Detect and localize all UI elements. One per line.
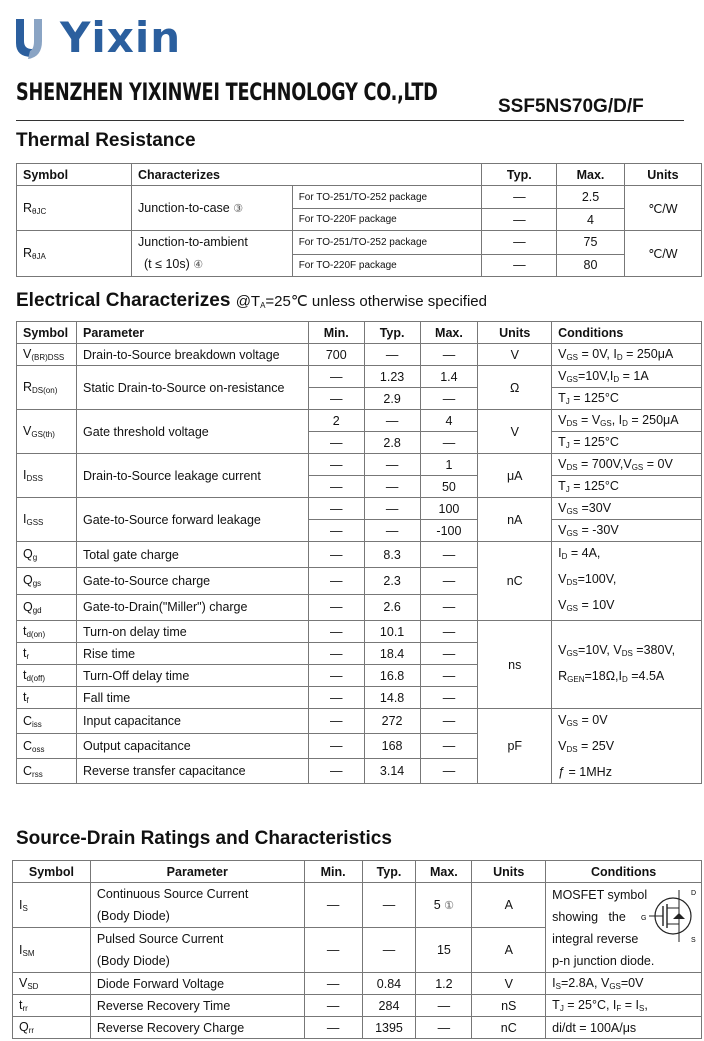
typ-cell: 0.84: [362, 973, 416, 995]
max-cell: —: [420, 594, 478, 620]
symbol-cell: $Q_{gd}$: [17, 594, 77, 620]
typ-cell: 3.14: [364, 759, 420, 784]
typ-cell: 272: [364, 709, 420, 734]
max-cell: —: [420, 759, 478, 784]
parameter-cell: Turn-Off delay time: [76, 665, 308, 687]
parameter-cell: Rise time: [76, 643, 308, 665]
conditions-cell: $V_{GS} = 0V$, $I_D = 250\mu A$: [552, 344, 702, 366]
col-parameter: Parameter: [90, 861, 304, 883]
table-row: [17, 498, 702, 520]
company-logo: [12, 14, 181, 62]
max-cell: 5 ①: [416, 883, 472, 928]
min-cell: —: [308, 366, 364, 388]
col-parameter: Parameter: [76, 322, 308, 344]
symbol-cell: $C_{iss}$: [17, 709, 77, 734]
min-cell: —: [304, 995, 362, 1017]
units-cell: ℃/W: [624, 186, 701, 231]
parameter-cell: Output capacitance: [76, 734, 308, 759]
svg-text:S: S: [691, 936, 696, 944]
units-cell: μA: [478, 454, 552, 498]
min-cell: —: [308, 432, 364, 454]
symbol-cell: $I_S$: [13, 883, 91, 928]
max-cell: —: [420, 734, 478, 759]
max-cell: —: [420, 709, 478, 734]
company-name: SHENZHEN YIXINWEI TECHNOLOGY CO.,LTD: [16, 78, 438, 106]
symbol-cell: $t_f$: [17, 687, 77, 709]
table-row: [17, 410, 702, 432]
symbol-cell: $I_{SM}$: [13, 928, 91, 973]
typ-cell: 16.8: [364, 665, 420, 687]
parameter-cell: Reverse Recovery Time: [90, 995, 304, 1017]
table-row: [17, 186, 702, 209]
typ-cell: —: [482, 209, 557, 231]
max-cell: —: [416, 1017, 472, 1039]
units-cell: V: [472, 973, 546, 995]
col-min: Min.: [304, 861, 362, 883]
symbol-cell: $t_r$: [17, 643, 77, 665]
max-cell: 50: [420, 476, 478, 498]
conditions-cell: $V_{GS} = 0V$ $V_{DS} = 25V$ ƒ = 1MHz: [552, 709, 702, 784]
svg-text:G: G: [641, 914, 647, 922]
max-cell: 1: [420, 454, 478, 476]
symbol-cell: $V_{(BR)DSS}$: [17, 344, 77, 366]
table-header-row: [13, 861, 702, 883]
units-cell: nA: [478, 498, 552, 542]
parameter-cell: Drain-to-Source breakdown voltage: [76, 344, 308, 366]
col-conditions: Conditions: [546, 861, 702, 883]
symbol-cell: $R_{DS(on)}$: [17, 366, 77, 410]
col-min: Min.: [308, 322, 364, 344]
parameter-cell: Diode Forward Voltage: [90, 973, 304, 995]
package-cell: For TO-251/TO-252 package: [292, 186, 482, 209]
units-cell: nS: [472, 995, 546, 1017]
symbol-cell: $R_{\theta JC}$: [17, 186, 132, 231]
col-units: Units: [478, 322, 552, 344]
max-cell: 75: [557, 231, 625, 255]
conditions-cell: $T_J = 125^\circ C$: [552, 476, 702, 498]
min-cell: —: [308, 759, 364, 784]
min-cell: —: [308, 594, 364, 620]
units-cell: A: [472, 883, 546, 928]
typ-cell: —: [364, 520, 420, 542]
table-row: [17, 454, 702, 476]
units-cell: pF: [478, 709, 552, 784]
parameter-cell: Fall time: [76, 687, 308, 709]
part-number: SSF5NS70G/D/F: [498, 96, 644, 117]
parameter-cell: Continuous Source Current (Body Diode): [90, 883, 304, 928]
parameter-cell: Turn-on delay time: [76, 621, 308, 643]
col-max: Max.: [416, 861, 472, 883]
table-row: [17, 366, 702, 388]
col-conditions: Conditions: [552, 322, 702, 344]
thermal-table: [16, 163, 702, 277]
table-row: [13, 1017, 702, 1039]
min-cell: —: [308, 388, 364, 410]
table-row: [13, 883, 702, 928]
conditions-cell: $I_S=2.8A$, $V_{GS}=0V$: [546, 973, 702, 995]
min-cell: —: [304, 1017, 362, 1039]
max-cell: —: [420, 542, 478, 568]
table-row: [13, 995, 702, 1017]
max-cell: —: [420, 344, 478, 366]
col-typ: Typ.: [364, 322, 420, 344]
min-cell: —: [308, 476, 364, 498]
symbol-cell: $Q_{rr}$: [13, 1017, 91, 1039]
typ-cell: 2.8: [364, 432, 420, 454]
col-typ: Typ.: [362, 861, 416, 883]
min-cell: 700: [308, 344, 364, 366]
parameter-cell: Gate threshold voltage: [76, 410, 308, 454]
max-cell: 2.5: [557, 186, 625, 209]
symbol-cell: $R_{\theta JA}$: [17, 231, 132, 277]
conditions-cell: $V_{GS} = -30V$: [552, 520, 702, 542]
min-cell: —: [308, 568, 364, 594]
units-cell: nC: [478, 542, 552, 621]
typ-cell: 1395: [362, 1017, 416, 1039]
max-cell: 1.4: [420, 366, 478, 388]
min-cell: —: [304, 928, 362, 973]
electrical-table: [16, 321, 702, 784]
max-cell: 80: [557, 254, 625, 277]
parameter-cell: Gate-to-Source charge: [76, 568, 308, 594]
max-cell: 1.2: [416, 973, 472, 995]
conditions-cell: $V_{DS} = 700V,V_{GS} = 0V$: [552, 454, 702, 476]
symbol-cell: $Q_g$: [17, 542, 77, 568]
max-cell: —: [416, 995, 472, 1017]
package-cell: For TO-220F package: [292, 209, 482, 231]
col-units: Units: [472, 861, 546, 883]
units-cell: V: [478, 344, 552, 366]
source-drain-title: Source-Drain Ratings and Characteristics: [16, 828, 392, 849]
max-cell: 15: [416, 928, 472, 973]
typ-cell: —: [482, 231, 557, 255]
svg-text:D: D: [691, 889, 697, 897]
max-cell: —: [420, 665, 478, 687]
parameter-cell: Input capacitance: [76, 709, 308, 734]
conditions-cell: $T_J = 125^\circ C$: [552, 388, 702, 410]
logo-mark-icon: [12, 15, 56, 61]
characterizes-cell: Junction-to-ambient (t ≤ 10s) ④: [132, 231, 293, 277]
col-max: Max.: [557, 164, 625, 186]
min-cell: —: [308, 643, 364, 665]
symbol-cell: $C_{oss}$: [17, 734, 77, 759]
header-divider: [16, 120, 684, 121]
thermal-title: Thermal Resistance: [16, 130, 196, 151]
table-row: [17, 344, 702, 366]
min-cell: —: [308, 454, 364, 476]
typ-cell: —: [364, 498, 420, 520]
max-cell: —: [420, 687, 478, 709]
parameter-cell: Pulsed Source Current (Body Diode): [90, 928, 304, 973]
col-max: Max.: [420, 322, 478, 344]
package-cell: For TO-220F package: [292, 254, 482, 277]
max-cell: —: [420, 568, 478, 594]
package-cell: For TO-251/TO-252 package: [292, 231, 482, 255]
typ-cell: —: [364, 476, 420, 498]
symbol-cell: $C_{rss}$: [17, 759, 77, 784]
units-cell: ns: [478, 621, 552, 709]
max-cell: —: [420, 388, 478, 410]
units-cell: Ω: [478, 366, 552, 410]
min-cell: —: [308, 709, 364, 734]
max-cell: 4: [557, 209, 625, 231]
typ-cell: —: [482, 254, 557, 277]
col-symbol: Symbol: [17, 164, 132, 186]
conditions-cell: $V_{DS} = V_{GS}$, $I_D = 250\mu A$: [552, 410, 702, 432]
table-row: [13, 973, 702, 995]
conditions-cell: $V_{GS}=10V,I_D = 1A$: [552, 366, 702, 388]
col-symbol: Symbol: [17, 322, 77, 344]
max-cell: 4: [420, 410, 478, 432]
mosfet-symbol-icon: [641, 886, 697, 946]
col-typ: Typ.: [482, 164, 557, 186]
typ-cell: 168: [364, 734, 420, 759]
col-units: Units: [624, 164, 701, 186]
symbol-cell: $V_{GS(th)}$: [17, 410, 77, 454]
max-cell: -100: [420, 520, 478, 542]
max-cell: —: [420, 643, 478, 665]
table-row: [17, 709, 702, 734]
conditions-cell: $T_J = 25^\circ C$, $I_F = I_S$,: [546, 995, 702, 1017]
units-cell: nC: [472, 1017, 546, 1039]
table-row: [17, 542, 702, 568]
electrical-note: $@T_A=25℃$ unless otherwise specified: [235, 293, 487, 310]
col-characterizes: Characterizes: [132, 164, 482, 186]
electrical-title: Electrical Characterizes $@T_A=25℃$ unless otherwise specified: [16, 290, 487, 311]
typ-cell: —: [362, 883, 416, 928]
symbol-cell: $t_{d(on)}$: [17, 621, 77, 643]
symbol-cell: $V_{SD}$: [13, 973, 91, 995]
parameter-cell: Gate-to-Source forward leakage: [76, 498, 308, 542]
min-cell: 2: [308, 410, 364, 432]
min-cell: —: [308, 498, 364, 520]
symbol-cell: $Q_{gs}$: [17, 568, 77, 594]
typ-cell: 284: [362, 995, 416, 1017]
max-cell: —: [420, 621, 478, 643]
logo-text: Yixin: [60, 13, 182, 62]
typ-cell: 10.1: [364, 621, 420, 643]
parameter-cell: Reverse transfer capacitance: [76, 759, 308, 784]
symbol-cell: $t_{rr}$: [13, 995, 91, 1017]
parameter-cell: Gate-to-Drain("Miller") charge: [76, 594, 308, 620]
min-cell: —: [308, 665, 364, 687]
conditions-cell: di/dt = 100A/μs: [546, 1017, 702, 1039]
symbol-cell: $I_{DSS}$: [17, 454, 77, 498]
units-cell: ℃/W: [624, 231, 701, 277]
typ-cell: 8.3: [364, 542, 420, 568]
typ-cell: 2.3: [364, 568, 420, 594]
typ-cell: —: [364, 344, 420, 366]
typ-cell: —: [364, 410, 420, 432]
conditions-cell: $T_J = 125^\circ C$: [552, 432, 702, 454]
characterizes-cell: Junction-to-case ③: [132, 186, 293, 231]
parameter-cell: Total gate charge: [76, 542, 308, 568]
min-cell: —: [304, 883, 362, 928]
typ-cell: 1.23: [364, 366, 420, 388]
units-cell: V: [478, 410, 552, 454]
source-drain-table: [12, 860, 702, 1039]
typ-cell: 2.6: [364, 594, 420, 620]
conditions-cell: $I_D = 4A$, $V_{DS}=100V$, $V_{GS} = 10V$: [552, 542, 702, 621]
typ-cell: 2.9: [364, 388, 420, 410]
conditions-cell: $V_{GS}=10V$, $V_{DS} =380V$, $R_{GEN}=18\Omega,I_D =4.5A$: [552, 621, 702, 709]
typ-cell: —: [364, 454, 420, 476]
min-cell: —: [308, 621, 364, 643]
max-cell: —: [420, 432, 478, 454]
table-header-row: [17, 322, 702, 344]
typ-cell: 14.8: [364, 687, 420, 709]
max-cell: 100: [420, 498, 478, 520]
min-cell: —: [308, 734, 364, 759]
min-cell: —: [308, 520, 364, 542]
typ-cell: —: [362, 928, 416, 973]
typ-cell: —: [482, 186, 557, 209]
min-cell: —: [308, 687, 364, 709]
parameter-cell: Static Drain-to-Source on-resistance: [76, 366, 308, 410]
table-row: [17, 231, 702, 255]
col-symbol: Symbol: [13, 861, 91, 883]
typ-cell: 18.4: [364, 643, 420, 665]
table-header-row: [17, 164, 702, 186]
conditions-cell: $V_{GS} =30V$: [552, 498, 702, 520]
conditions-cell: MOSFET symbol showing the integral reverse p-n junction diode. D G S: [546, 883, 702, 973]
min-cell: —: [304, 973, 362, 995]
table-row: [17, 621, 702, 643]
parameter-cell: Drain-to-Source leakage current: [76, 454, 308, 498]
symbol-cell: $I_{GSS}$: [17, 498, 77, 542]
parameter-cell: Reverse Recovery Charge: [90, 1017, 304, 1039]
min-cell: —: [308, 542, 364, 568]
units-cell: A: [472, 928, 546, 973]
symbol-cell: $t_{d(off)}$: [17, 665, 77, 687]
